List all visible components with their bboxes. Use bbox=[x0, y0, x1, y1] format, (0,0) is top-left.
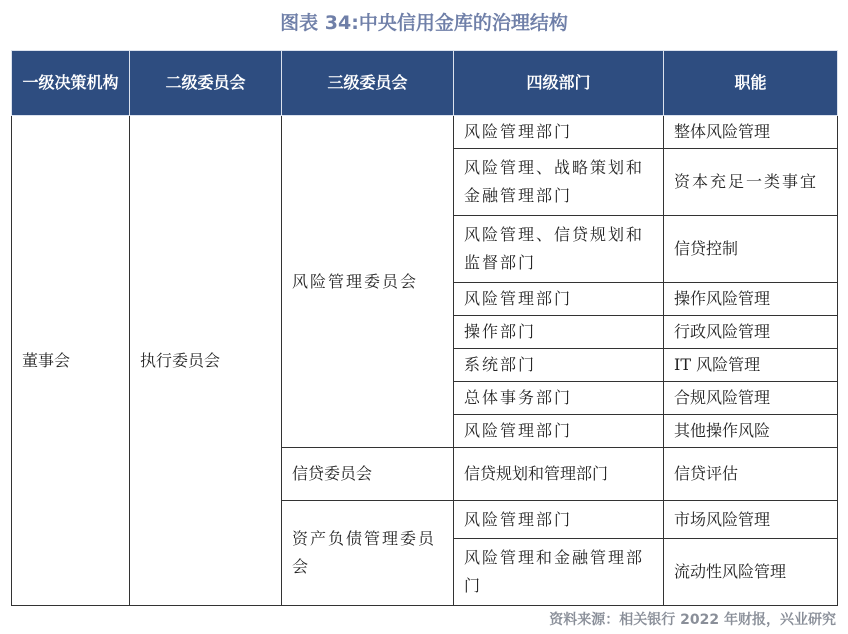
level2-cell: 执行委员会 bbox=[130, 116, 282, 606]
table-row bbox=[12, 116, 838, 149]
dept-cell: 风险管理和金融管理部门 bbox=[454, 539, 664, 606]
dept-cell: 风险管理、战略策划和金融管理部门 bbox=[454, 149, 664, 216]
dept-cell: 风险管理部门 bbox=[454, 415, 664, 448]
dept-cell: 信贷规划和管理部门 bbox=[454, 448, 664, 501]
header-level1: 一级决策机构 bbox=[12, 51, 130, 116]
table-header-row bbox=[12, 51, 838, 116]
governance-table bbox=[11, 50, 838, 606]
source-note: 资料来源：相关银行 2022 年财报，兴业研究 bbox=[549, 612, 836, 628]
header-function: 职能 bbox=[664, 51, 838, 116]
function-cell: 其他操作风险 bbox=[664, 415, 838, 448]
dept-cell: 风险管理、信贷规划和监督部门 bbox=[454, 216, 664, 283]
header-level2: 二级委员会 bbox=[130, 51, 282, 116]
level3-cell-credit: 信贷委员会 bbox=[282, 448, 454, 501]
level3-cell-risk: 风险管理委员会 bbox=[282, 116, 454, 448]
dept-cell: 风险管理部门 bbox=[454, 501, 664, 539]
function-cell: 行政风险管理 bbox=[664, 316, 838, 349]
function-cell: 市场风险管理 bbox=[664, 501, 838, 539]
function-cell: 流动性风险管理 bbox=[664, 539, 838, 606]
header-level3: 三级委员会 bbox=[282, 51, 454, 116]
dept-cell: 风险管理部门 bbox=[454, 283, 664, 316]
function-cell: 整体风险管理 bbox=[664, 116, 838, 149]
function-cell: 信贷控制 bbox=[664, 216, 838, 283]
level1-cell: 董事会 bbox=[12, 116, 130, 606]
chart-title: 图表 34:中央信用金库的治理结构 bbox=[280, 12, 568, 34]
dept-cell: 操作部门 bbox=[454, 316, 664, 349]
function-cell: 操作风险管理 bbox=[664, 283, 838, 316]
dept-cell: 总体事务部门 bbox=[454, 382, 664, 415]
function-cell: IT 风险管理 bbox=[664, 349, 838, 382]
header-level4: 四级部门 bbox=[454, 51, 664, 116]
level3-cell-alm: 资产负债管理委员会 bbox=[282, 501, 454, 606]
function-cell: 资本充足一类事宜 bbox=[664, 149, 838, 216]
dept-cell: 风险管理部门 bbox=[454, 116, 664, 149]
dept-cell: 系统部门 bbox=[454, 349, 664, 382]
function-cell: 合规风险管理 bbox=[664, 382, 838, 415]
function-cell: 信贷评估 bbox=[664, 448, 838, 501]
